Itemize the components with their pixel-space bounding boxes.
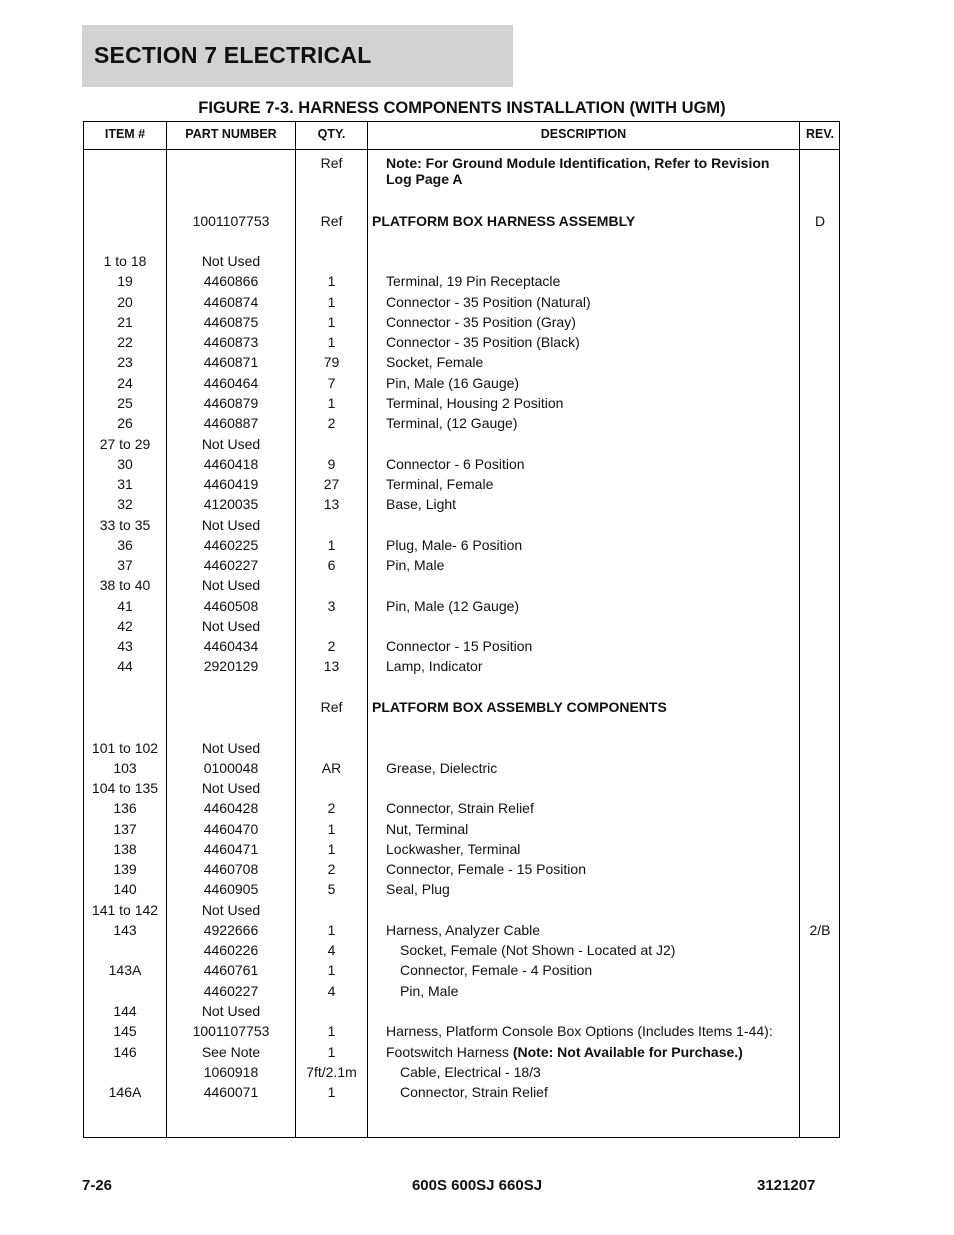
description-text: PLATFORM BOX HARNESS ASSEMBLY <box>372 213 636 229</box>
item-number: 37 <box>117 557 133 573</box>
part-number: 4460227 <box>203 557 259 573</box>
quantity: 7 <box>327 375 336 391</box>
description <box>386 760 797 776</box>
quantity: Ref <box>320 155 343 171</box>
item-number: 20 <box>117 294 133 310</box>
item-number: 138 <box>113 841 137 857</box>
part-number: 4460875 <box>203 314 259 330</box>
description <box>386 375 797 391</box>
table-row <box>84 334 839 354</box>
part-number: 4460874 <box>203 294 259 310</box>
table-row <box>84 902 839 922</box>
item-number: 32 <box>117 496 133 512</box>
description-text: Terminal, Housing 2 Position <box>386 395 564 411</box>
table-row <box>84 983 839 1003</box>
part-number: 4460761 <box>203 962 259 978</box>
item-number: 44 <box>117 658 133 674</box>
table-row <box>84 780 839 800</box>
item-number: 31 <box>117 476 133 492</box>
table-row <box>84 760 839 780</box>
part-number: Not Used <box>201 253 261 269</box>
item-number: 137 <box>113 821 137 837</box>
part-number: 1001107753 <box>192 213 270 229</box>
table-row <box>84 942 839 962</box>
description-text: Terminal, 19 Pin Receptacle <box>386 273 561 289</box>
description <box>386 658 797 674</box>
description-text: Lamp, Indicator <box>386 658 483 674</box>
quantity: 1 <box>327 1044 336 1060</box>
item-number: 38 to 40 <box>99 577 151 593</box>
quantity: 4 <box>327 983 336 999</box>
model-numbers: 600S 600SJ 660SJ <box>411 1177 543 1194</box>
section-title: SECTION 7 ELECTRICAL <box>94 42 372 68</box>
description <box>372 699 797 715</box>
item-number: 101 to 102 <box>91 740 159 756</box>
description-text: Harness, Analyzer Cable <box>386 922 541 938</box>
item-number: 104 to 135 <box>91 780 159 796</box>
description-text: Seal, Plug <box>386 881 450 897</box>
item-number: 21 <box>117 314 133 330</box>
quantity: 1 <box>327 841 336 857</box>
table-row <box>84 618 839 638</box>
quantity: 13 <box>323 658 340 674</box>
part-number: 4922666 <box>203 922 259 938</box>
description <box>386 476 797 492</box>
description <box>386 294 797 310</box>
item-number: 144 <box>113 1003 137 1019</box>
table-row <box>84 314 839 334</box>
description-text: Harness, Platform Console Box Options (Includes Items 1-44): <box>386 1023 773 1039</box>
table-row <box>84 922 839 942</box>
description-text: Connector, Strain Relief <box>386 800 534 816</box>
description <box>386 456 797 472</box>
table-row <box>84 537 839 557</box>
quantity: 1 <box>327 1084 336 1100</box>
item-number: 19 <box>117 273 133 289</box>
quantity: 4 <box>327 942 336 958</box>
description-text: Connector, Female - 4 Position <box>400 962 593 978</box>
description <box>386 537 797 553</box>
description-text: Connector - 15 Position <box>386 638 533 654</box>
item-number: 103 <box>113 760 137 776</box>
description-text: Connector, Strain Relief <box>400 1084 548 1100</box>
table-row <box>84 436 839 456</box>
description-text: Note: For Ground Module Identification, Refer to Revision Log Page A <box>386 155 770 187</box>
item-number: 36 <box>117 537 133 553</box>
description-text: Terminal, (12 Gauge) <box>386 415 518 431</box>
part-number: Not Used <box>201 517 261 533</box>
description-text: Pin, Male <box>400 983 459 999</box>
description <box>386 638 797 654</box>
quantity: Ref <box>320 699 343 715</box>
quantity: 6 <box>327 557 336 573</box>
description <box>386 598 797 614</box>
quantity: 3 <box>327 598 336 614</box>
description <box>400 942 797 958</box>
table-row <box>84 962 839 982</box>
item-number: 41 <box>117 598 133 614</box>
part-number: 1001107753 <box>192 1023 270 1039</box>
item-number: 22 <box>117 334 133 350</box>
table-row <box>84 294 839 314</box>
description-text: PLATFORM BOX ASSEMBLY COMPONENTS <box>372 699 667 715</box>
revision: 2/B <box>809 922 831 938</box>
item-number: 146 <box>113 1044 137 1060</box>
table-row <box>84 155 839 187</box>
quantity: 27 <box>323 476 340 492</box>
table-row <box>84 1003 839 1023</box>
header-part-number: PART NUMBER <box>185 127 277 141</box>
header-qty: QTY. <box>317 127 346 141</box>
description <box>386 273 797 289</box>
part-number: Not Used <box>201 436 261 452</box>
description-text: Pin, Male <box>386 557 445 573</box>
description <box>386 395 797 411</box>
part-number: 4460434 <box>203 638 259 654</box>
description-text: Connector - 35 Position (Black) <box>386 334 580 350</box>
table-row <box>84 476 839 496</box>
table-row <box>84 213 839 233</box>
quantity: 2 <box>327 800 336 816</box>
part-number: 4460226 <box>203 942 259 958</box>
description <box>386 334 797 350</box>
quantity: 7ft/2.1m <box>306 1064 357 1080</box>
table-row <box>84 456 839 476</box>
description <box>386 800 797 816</box>
table-row <box>84 375 839 395</box>
description-text: Grease, Dielectric <box>386 760 498 776</box>
part-number: 4460873 <box>203 334 259 350</box>
description-text: Lockwasher, Terminal <box>386 841 521 857</box>
quantity: 2 <box>327 861 336 877</box>
quantity: 1 <box>327 962 336 978</box>
quantity: 1 <box>327 314 336 330</box>
table-row <box>84 496 839 516</box>
header-rev: REV. <box>805 127 835 141</box>
part-number: 4460225 <box>203 537 259 553</box>
part-number: 4460879 <box>203 395 259 411</box>
quantity: 1 <box>327 273 336 289</box>
table-row <box>84 1023 839 1043</box>
item-number: 30 <box>117 456 133 472</box>
description-text: Cable, Electrical - 18/3 <box>400 1064 541 1080</box>
table-row <box>84 638 839 658</box>
header-divider <box>84 149 839 150</box>
table-row <box>84 395 839 415</box>
quantity: 2 <box>327 415 336 431</box>
table-row <box>84 273 839 293</box>
quantity: 2 <box>327 638 336 654</box>
quantity: 1 <box>327 334 336 350</box>
page-number: 7-26 <box>82 1177 113 1194</box>
table-row <box>84 861 839 881</box>
table-row <box>84 1064 839 1084</box>
part-number: See Note <box>201 1044 261 1060</box>
part-number: 4460887 <box>203 415 259 431</box>
part-number: 4460905 <box>203 881 259 897</box>
item-number: 26 <box>117 415 133 431</box>
table-row <box>84 841 839 861</box>
description <box>386 557 797 573</box>
description <box>400 1064 797 1080</box>
table-row <box>84 699 839 719</box>
part-number: Not Used <box>201 902 261 918</box>
description-text: Socket, Female (Not Shown - Located at J2) <box>400 942 676 958</box>
item-number: 145 <box>113 1023 137 1039</box>
quantity: 1 <box>327 395 336 411</box>
description-text: Terminal, Female <box>386 476 494 492</box>
item-number: 136 <box>113 800 137 816</box>
table-row <box>84 577 839 597</box>
description-text: Base, Light <box>386 496 457 512</box>
quantity: 1 <box>327 922 336 938</box>
quantity: 1 <box>327 537 336 553</box>
section-banner <box>82 25 513 87</box>
table-row <box>84 658 839 678</box>
description-text: Connector, Female - 15 Position <box>386 861 586 877</box>
description <box>386 415 797 431</box>
description <box>386 155 797 187</box>
part-number: 4460419 <box>203 476 259 492</box>
item-number: 43 <box>117 638 133 654</box>
description <box>386 821 797 837</box>
part-number: Not Used <box>201 577 261 593</box>
part-number: 0100048 <box>203 760 259 776</box>
description-note: (Note: Not Available for Purchase.) <box>508 1044 743 1060</box>
table-row <box>84 415 839 435</box>
item-number: 24 <box>117 375 133 391</box>
quantity: 9 <box>327 456 336 472</box>
table-row <box>84 800 839 820</box>
item-number: 140 <box>113 881 137 897</box>
description <box>386 1023 797 1039</box>
quantity: Ref <box>320 213 343 229</box>
part-number: Not Used <box>201 780 261 796</box>
table-row <box>84 557 839 577</box>
part-number: 4460418 <box>203 456 259 472</box>
part-number: Not Used <box>201 1003 261 1019</box>
description-text: Connector - 6 Position <box>386 456 525 472</box>
item-number: 146A <box>108 1084 142 1100</box>
table-row <box>84 598 839 618</box>
description <box>386 881 797 897</box>
description <box>400 962 797 978</box>
quantity: 13 <box>323 496 340 512</box>
figure-title: FIGURE 7-3. HARNESS COMPONENTS INSTALLATION (WITH UGM) <box>198 99 726 117</box>
part-number: 4120035 <box>203 496 259 512</box>
table-row <box>84 354 839 374</box>
item-number: 27 to 29 <box>99 436 151 452</box>
quantity: AR <box>321 760 342 776</box>
parts-table <box>83 121 840 1138</box>
description <box>386 314 797 330</box>
item-number: 143A <box>108 962 142 978</box>
table-row <box>84 821 839 841</box>
item-number: 23 <box>117 354 133 370</box>
header-item: ITEM # <box>104 127 146 141</box>
part-number: 4460871 <box>203 354 259 370</box>
part-number: 4460508 <box>203 598 259 614</box>
quantity: 1 <box>327 1023 336 1039</box>
part-number: 4460428 <box>203 800 259 816</box>
part-number: 4460708 <box>203 861 259 877</box>
description <box>372 213 797 229</box>
part-number: 4460471 <box>203 841 259 857</box>
item-number: 42 <box>117 618 133 634</box>
table-row <box>84 740 839 760</box>
description-text: Footswitch Harness <box>386 1044 509 1060</box>
part-number: 4460470 <box>203 821 259 837</box>
description <box>386 841 797 857</box>
description <box>386 496 797 512</box>
part-number: 4460071 <box>203 1084 259 1100</box>
item-number: 33 to 35 <box>99 517 151 533</box>
part-number: 1060918 <box>203 1064 259 1080</box>
description-text: Connector - 35 Position (Gray) <box>386 314 576 330</box>
description-text: Plug, Male- 6 Position <box>386 537 523 553</box>
document-number: 3121207 <box>757 1177 816 1194</box>
description <box>400 1084 797 1100</box>
item-number: 1 to 18 <box>103 253 147 269</box>
part-number: Not Used <box>201 740 261 756</box>
quantity: 1 <box>327 294 336 310</box>
description <box>386 861 797 877</box>
part-number: 4460464 <box>203 375 259 391</box>
table-row <box>84 517 839 537</box>
description <box>386 354 797 370</box>
description-text: Nut, Terminal <box>386 821 469 837</box>
description-text: Pin, Male (16 Gauge) <box>386 375 520 391</box>
quantity: 5 <box>327 881 336 897</box>
item-number: 25 <box>117 395 133 411</box>
description <box>386 1044 797 1060</box>
table-row <box>84 253 839 273</box>
header-description: DESCRIPTION <box>540 127 627 141</box>
description-text: Socket, Female <box>386 354 484 370</box>
quantity: 79 <box>323 354 340 370</box>
quantity: 1 <box>327 821 336 837</box>
item-number: 139 <box>113 861 137 877</box>
description-text: Connector - 35 Position (Natural) <box>386 294 591 310</box>
table-row <box>84 881 839 901</box>
part-number: Not Used <box>201 618 261 634</box>
table-row <box>84 1044 839 1064</box>
part-number: 4460866 <box>203 273 259 289</box>
part-number: 2920129 <box>203 658 259 674</box>
item-number: 143 <box>113 922 137 938</box>
revision: D <box>814 213 826 229</box>
description <box>400 983 797 999</box>
table-row <box>84 1084 839 1104</box>
item-number: 141 to 142 <box>91 902 159 918</box>
part-number: 4460227 <box>203 983 259 999</box>
description-text: Pin, Male (12 Gauge) <box>386 598 520 614</box>
description <box>386 922 797 938</box>
